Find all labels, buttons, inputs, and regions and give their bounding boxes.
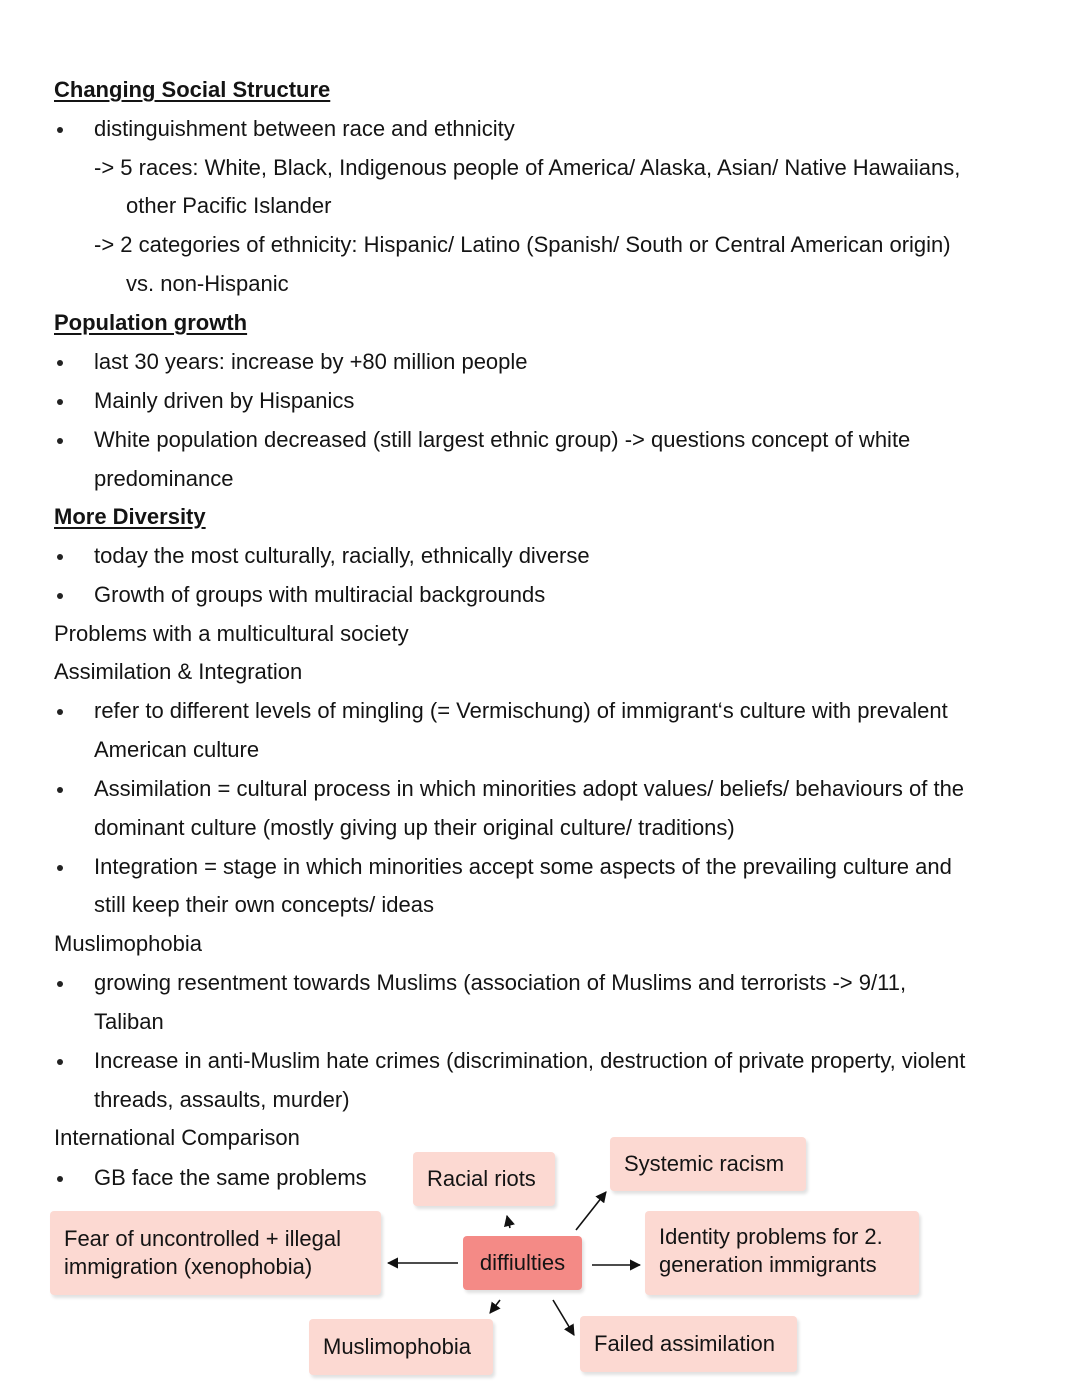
sub-point-ethnicity: -> 2 categories of ethnicity: Hispanic/ Latino (Spanish/ South or Central American origin) [94, 232, 951, 257]
arrow-to-failed-assimilation [553, 1300, 574, 1335]
bullet-text-cont: Taliban [94, 1009, 164, 1034]
bullet-text-cont: threads, assaults, murder) [94, 1087, 350, 1112]
sub-point-ethnicity-cont: vs. non-Hispanic [126, 271, 289, 296]
heading-more-diversity: More Diversity [54, 504, 206, 529]
bullet-text-cont: still keep their own concepts/ ideas [94, 892, 434, 917]
node-label: Muslimophobia [323, 1334, 471, 1359]
sub-point-races: -> 5 races: White, Black, Indigenous people of America/ Alaska, Asian/ Native Hawaiians, [94, 155, 961, 180]
bullet-text: Increase in anti-Muslim hate crimes (discrimination, destruction of private property, violent [94, 1048, 966, 1073]
bullet-text: Integration = stage in which minorities accept some aspects of the prevailing culture and [94, 854, 952, 879]
heading-changing-social-structure: Changing Social Structure [54, 77, 331, 102]
heading-assimilation-integration: Assimilation & Integration [54, 659, 303, 684]
node-racial-riots [413, 1152, 555, 1206]
node-muslimophobia [309, 1319, 493, 1375]
bullet-text: GB face the same problems [94, 1165, 367, 1190]
node-label: diffiulties [479, 1250, 566, 1275]
bullet-text: growing resentment towards Muslims (association of Muslims and terrorists -> 9/11, [94, 970, 907, 995]
bullet-text: Assimilation = cultural process in which minorities adopt values/ beliefs/ behaviours of the [94, 776, 965, 801]
arrow-to-systemic-racism [576, 1192, 606, 1230]
heading-population-growth: Population growth [54, 310, 248, 335]
bullet-text-cont: predominance [94, 466, 234, 491]
node-label: Systemic racism [624, 1151, 785, 1176]
heading-international-comparison: International Comparison [54, 1125, 300, 1150]
arrow-to-muslimophobia [490, 1300, 500, 1313]
node-identity-problems [645, 1211, 919, 1295]
bullet-text: distinguishment between race and ethnicity [94, 116, 515, 141]
bullet-text-cont: dominant culture (mostly giving up their original culture/ traditions) [94, 815, 735, 840]
node-label: Racial riots [427, 1166, 536, 1191]
node-failed-assimilation [580, 1316, 797, 1372]
node-label: Failed assimilation [594, 1331, 775, 1356]
bullet-text: Mainly driven by Hispanics [94, 388, 355, 413]
node-label-line2: generation immigrants [659, 1252, 877, 1277]
node-label-line1: Fear of uncontrolled + illegal [64, 1226, 341, 1251]
node-systemic-racism [610, 1137, 806, 1191]
bullet-text: White population decreased (still largest ethnic group) -> questions concept of white [94, 427, 911, 452]
sub-point-races-cont: other Pacific Islander [126, 193, 332, 218]
node-label-line1: Identity problems for 2. [659, 1224, 883, 1249]
arrow-to-racial-riots [507, 1216, 510, 1228]
bullet-text: refer to different levels of mingling (= Vermischung) of immigrant‘s culture with prevalent [94, 698, 948, 723]
bullet-text: last 30 years: increase by +80 million people [94, 349, 528, 374]
node-label-line2: immigration (xenophobia) [64, 1254, 313, 1279]
problems-title: Problems with a multicultural society [54, 621, 409, 646]
bullet-text: today the most culturally, racially, ethnically diverse [94, 543, 590, 568]
bullet-text: Growth of groups with multiracial backgrounds [94, 582, 546, 607]
heading-muslimophobia: Muslimophobia [54, 931, 202, 956]
node-center-difficulties [463, 1236, 582, 1290]
node-fear-of-immigration [50, 1211, 381, 1295]
bullet-text-cont: American culture [94, 737, 260, 762]
